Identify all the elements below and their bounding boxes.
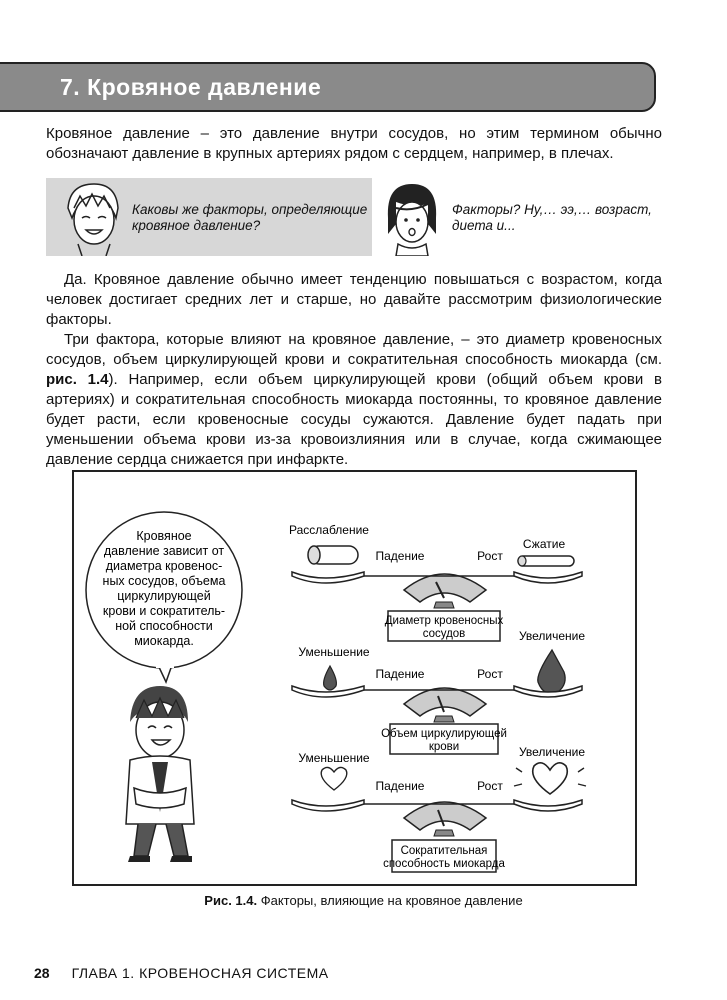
dialog-answer-panel <box>372 178 660 256</box>
dialog-question-panel <box>46 178 372 256</box>
scale-3-rise-label: Рост <box>477 779 503 793</box>
scale-1-right-label: Сжатие <box>522 537 566 551</box>
figure-1-4 <box>72 470 637 886</box>
scale-vessel-diameter <box>289 523 582 641</box>
strong-heart-icon <box>533 763 568 794</box>
scale-3-fall-label: Падение <box>375 779 425 793</box>
relaxed-vessel-icon <box>308 546 358 564</box>
scale-2-rise-label: Рост <box>477 667 503 681</box>
teacher-character-icon <box>126 686 194 862</box>
scale-1-rise-label: Рост <box>477 549 503 563</box>
bubble-line-4: ных сосудов, объема <box>102 574 226 588</box>
scale-2-fall-label: Падение <box>375 667 425 681</box>
intro-paragraph: Кровяное давление – это давление внутри сосудов, но этим термином обычно обозначают давление в крупных артериях рядом с сердцем, например, в плечах. <box>46 125 662 162</box>
small-blood-drop-icon <box>324 666 337 690</box>
student-face-icon <box>380 178 444 256</box>
large-blood-drop-icon <box>538 650 565 694</box>
dialog-answer: Факторы? Ну,… ээ,… возраст, диета и... <box>452 202 652 233</box>
scale-1-name-line-1: Диаметр кровеносных <box>384 615 504 627</box>
bubble-line-7: ной способности <box>115 619 213 633</box>
scale-2-right-label: Увеличение <box>518 629 586 643</box>
page-footer <box>34 965 329 981</box>
scale-1-fall-label: Падение <box>375 549 425 563</box>
scale-2-name-line-1: Объем циркулирующей <box>381 728 507 740</box>
scale-2-left-label: Уменьшение <box>298 645 370 659</box>
weak-heart-icon <box>321 767 347 790</box>
constricted-vessel-icon <box>518 556 574 566</box>
scale-1-name-line-2: сосудов <box>422 628 466 640</box>
scale-1-left-label: Расслабление <box>289 523 369 537</box>
scale-3-name-line-1: Сократительная <box>400 845 488 857</box>
teacher-face-icon <box>58 178 128 256</box>
figure-caption <box>0 893 727 908</box>
figure-illustration <box>74 472 635 884</box>
body-paragraph-2-text-a: Три фактора, которые влияют на кровяное давление, – это диаметр кровеносных сосудов, объем циркулирующей крови и сократительная способность миокарда (см. <box>46 331 662 368</box>
scale-blood-volume <box>292 629 585 754</box>
speech-bubble <box>86 512 242 682</box>
bubble-line-5: циркулирующей <box>117 589 211 603</box>
body-paragraph-1-text: Да. Кровяное давление обычно имеет тенденцию повышаться с возрастом, когда человек достигает средних лет и старше, но давайте рассмотрим физиологические факторы. <box>46 271 662 328</box>
figure-reference: рис. 1.4 <box>46 371 109 388</box>
scale-3-right-label: Увеличение <box>518 745 586 759</box>
bubble-line-6: крови и сократитель- <box>102 604 226 618</box>
dialog-question: Каковы же факторы, определяющие кровяное давление? <box>132 202 368 233</box>
dialog-strip <box>46 178 660 256</box>
body-paragraph-2-text-b: ). Например, если объем циркулирующей крови (общий объем крови в артериях) и сократительная способность миокарда постоянны, то кровяное давление будет расти, если кровеносные сосуды сужаются. Давление будет падать при уменьшении объема крови из-за кровоизлияния или в случае, когда сжимающее давление сердца снижается при инфаркте. <box>46 371 662 468</box>
chapter-title: ГЛАВА 1. КРОВЕНОСНАЯ СИСТЕМА <box>71 965 329 981</box>
bubble-line-8: миокарда. <box>134 634 194 648</box>
body-paragraph-1 <box>46 270 662 330</box>
scale-2-name-line-2: крови <box>428 741 460 753</box>
scale-3-left-label: Уменьшение <box>298 751 370 765</box>
bubble-line-2: давление зависит от <box>103 544 225 558</box>
figure-caption-text: Факторы, влияющие на кровяное давление <box>257 893 523 908</box>
bubble-line-1: Кровяное <box>136 529 192 543</box>
section-title: 7. Кровяное давление <box>60 74 322 100</box>
figure-caption-label: Рис. 1.4. <box>204 893 258 908</box>
page-number: 28 <box>34 965 50 981</box>
bubble-line-3: диаметра кровенос- <box>105 559 223 573</box>
scale-3-name-line-2: способность миокарда <box>383 858 505 870</box>
body-paragraph-2 <box>46 330 662 470</box>
scale-myocardial-contractility <box>292 745 586 872</box>
